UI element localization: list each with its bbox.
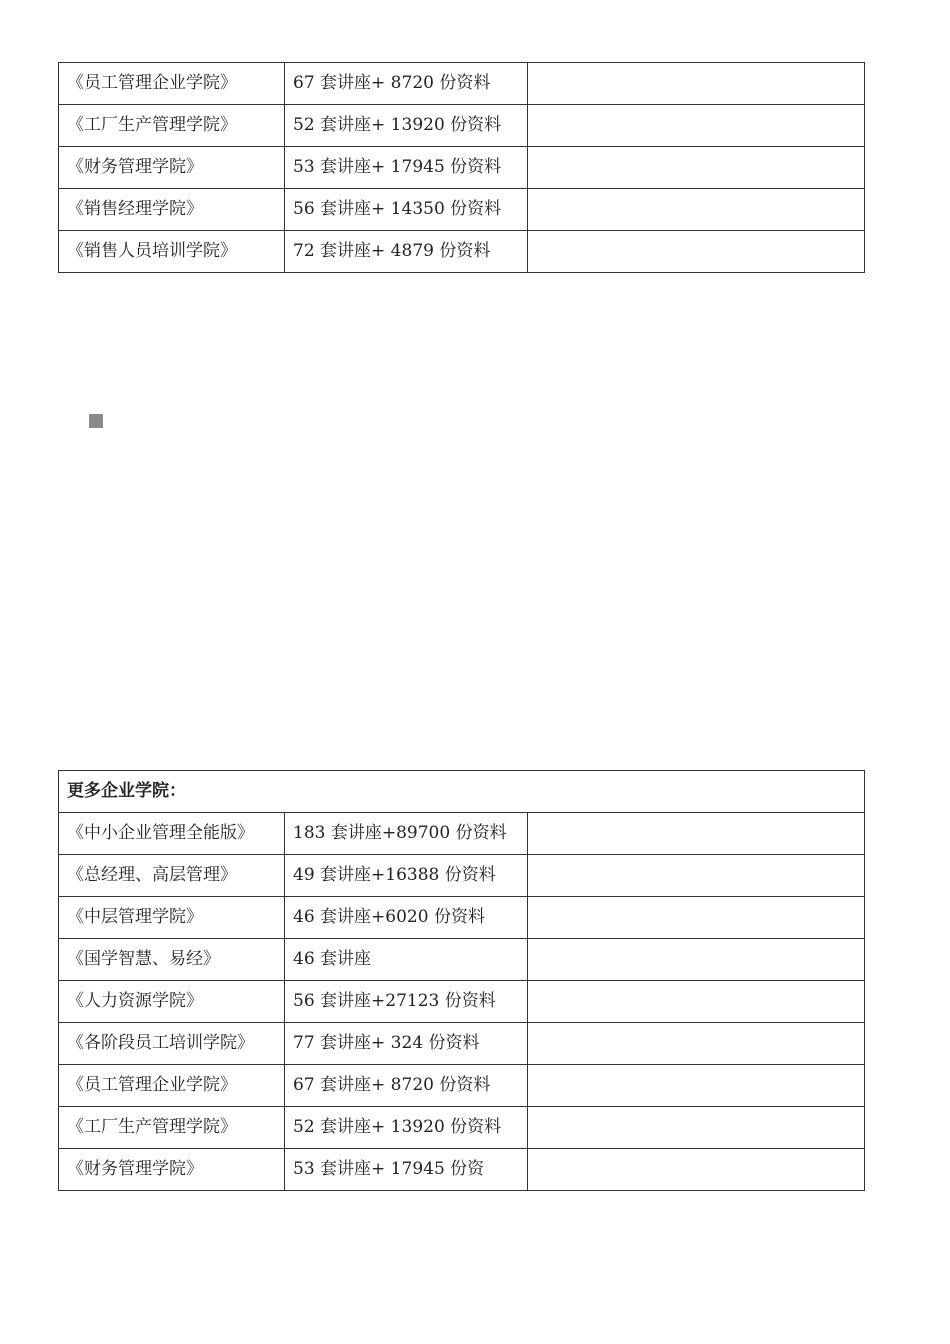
course-note — [528, 189, 865, 231]
course-detail: 52 套讲座+ 13920 份资料 — [285, 1107, 528, 1149]
course-detail: 183 套讲座+89700 份资料 — [285, 813, 528, 855]
course-detail: 53 套讲座+ 17945 份资料 — [285, 147, 528, 189]
course-detail: 67 套讲座+ 8720 份资料 — [285, 1065, 528, 1107]
course-name: 《国学智慧、易经》 — [59, 939, 285, 981]
table-row — [59, 939, 865, 981]
course-detail: 53 套讲座+ 17945 份资 — [285, 1149, 528, 1191]
course-detail: 52 套讲座+ 13920 份资料 — [285, 105, 528, 147]
course-note — [528, 1065, 865, 1107]
course-name: 《总经理、高层管理》 — [59, 855, 285, 897]
course-name: 《工厂生产管理学院》 — [59, 1107, 285, 1149]
course-name: 《员工管理企业学院》 — [59, 1065, 285, 1107]
course-note — [528, 1107, 865, 1149]
course-note — [528, 231, 865, 273]
table-row — [59, 231, 865, 273]
table-row — [59, 1149, 865, 1191]
course-name: 《销售人员培训学院》 — [59, 231, 285, 273]
course-name: 《工厂生产管理学院》 — [59, 105, 285, 147]
course-note — [528, 105, 865, 147]
square-bullet-icon — [89, 414, 103, 428]
course-name: 《中层管理学院》 — [59, 897, 285, 939]
table-row — [59, 813, 865, 855]
table-row — [59, 855, 865, 897]
course-note — [528, 981, 865, 1023]
table-row — [59, 105, 865, 147]
table-row — [59, 147, 865, 189]
course-name: 《各阶段员工培训学院》 — [59, 1023, 285, 1065]
course-name: 《财务管理学院》 — [59, 147, 285, 189]
course-note — [528, 1023, 865, 1065]
course-name: 《人力资源学院》 — [59, 981, 285, 1023]
course-name: 《销售经理学院》 — [59, 189, 285, 231]
table-row — [59, 1107, 865, 1149]
course-detail: 77 套讲座+ 324 份资料 — [285, 1023, 528, 1065]
course-table-bottom — [58, 770, 865, 1191]
course-note — [528, 63, 865, 105]
course-detail: 49 套讲座+16388 份资料 — [285, 855, 528, 897]
course-detail: 46 套讲座 — [285, 939, 528, 981]
course-detail: 72 套讲座+ 4879 份资料 — [285, 231, 528, 273]
course-detail: 56 套讲座+ 14350 份资料 — [285, 189, 528, 231]
course-name: 《员工管理企业学院》 — [59, 63, 285, 105]
course-note — [528, 813, 865, 855]
course-note — [528, 939, 865, 981]
table-row — [59, 981, 865, 1023]
table-row — [59, 1023, 865, 1065]
course-note — [528, 147, 865, 189]
table-row — [59, 897, 865, 939]
table-header: 更多企业学院： — [59, 771, 865, 813]
table-row — [59, 189, 865, 231]
course-detail: 67 套讲座+ 8720 份资料 — [285, 63, 528, 105]
course-name: 《中小企业管理全能版》 — [59, 813, 285, 855]
table-row — [59, 1065, 865, 1107]
course-note — [528, 897, 865, 939]
course-table-top — [58, 62, 865, 273]
course-note — [528, 855, 865, 897]
table-row — [59, 63, 865, 105]
course-detail: 46 套讲座+6020 份资料 — [285, 897, 528, 939]
table-header-row — [59, 771, 865, 813]
course-note — [528, 1149, 865, 1191]
course-detail: 56 套讲座+27123 份资料 — [285, 981, 528, 1023]
course-name: 《财务管理学院》 — [59, 1149, 285, 1191]
